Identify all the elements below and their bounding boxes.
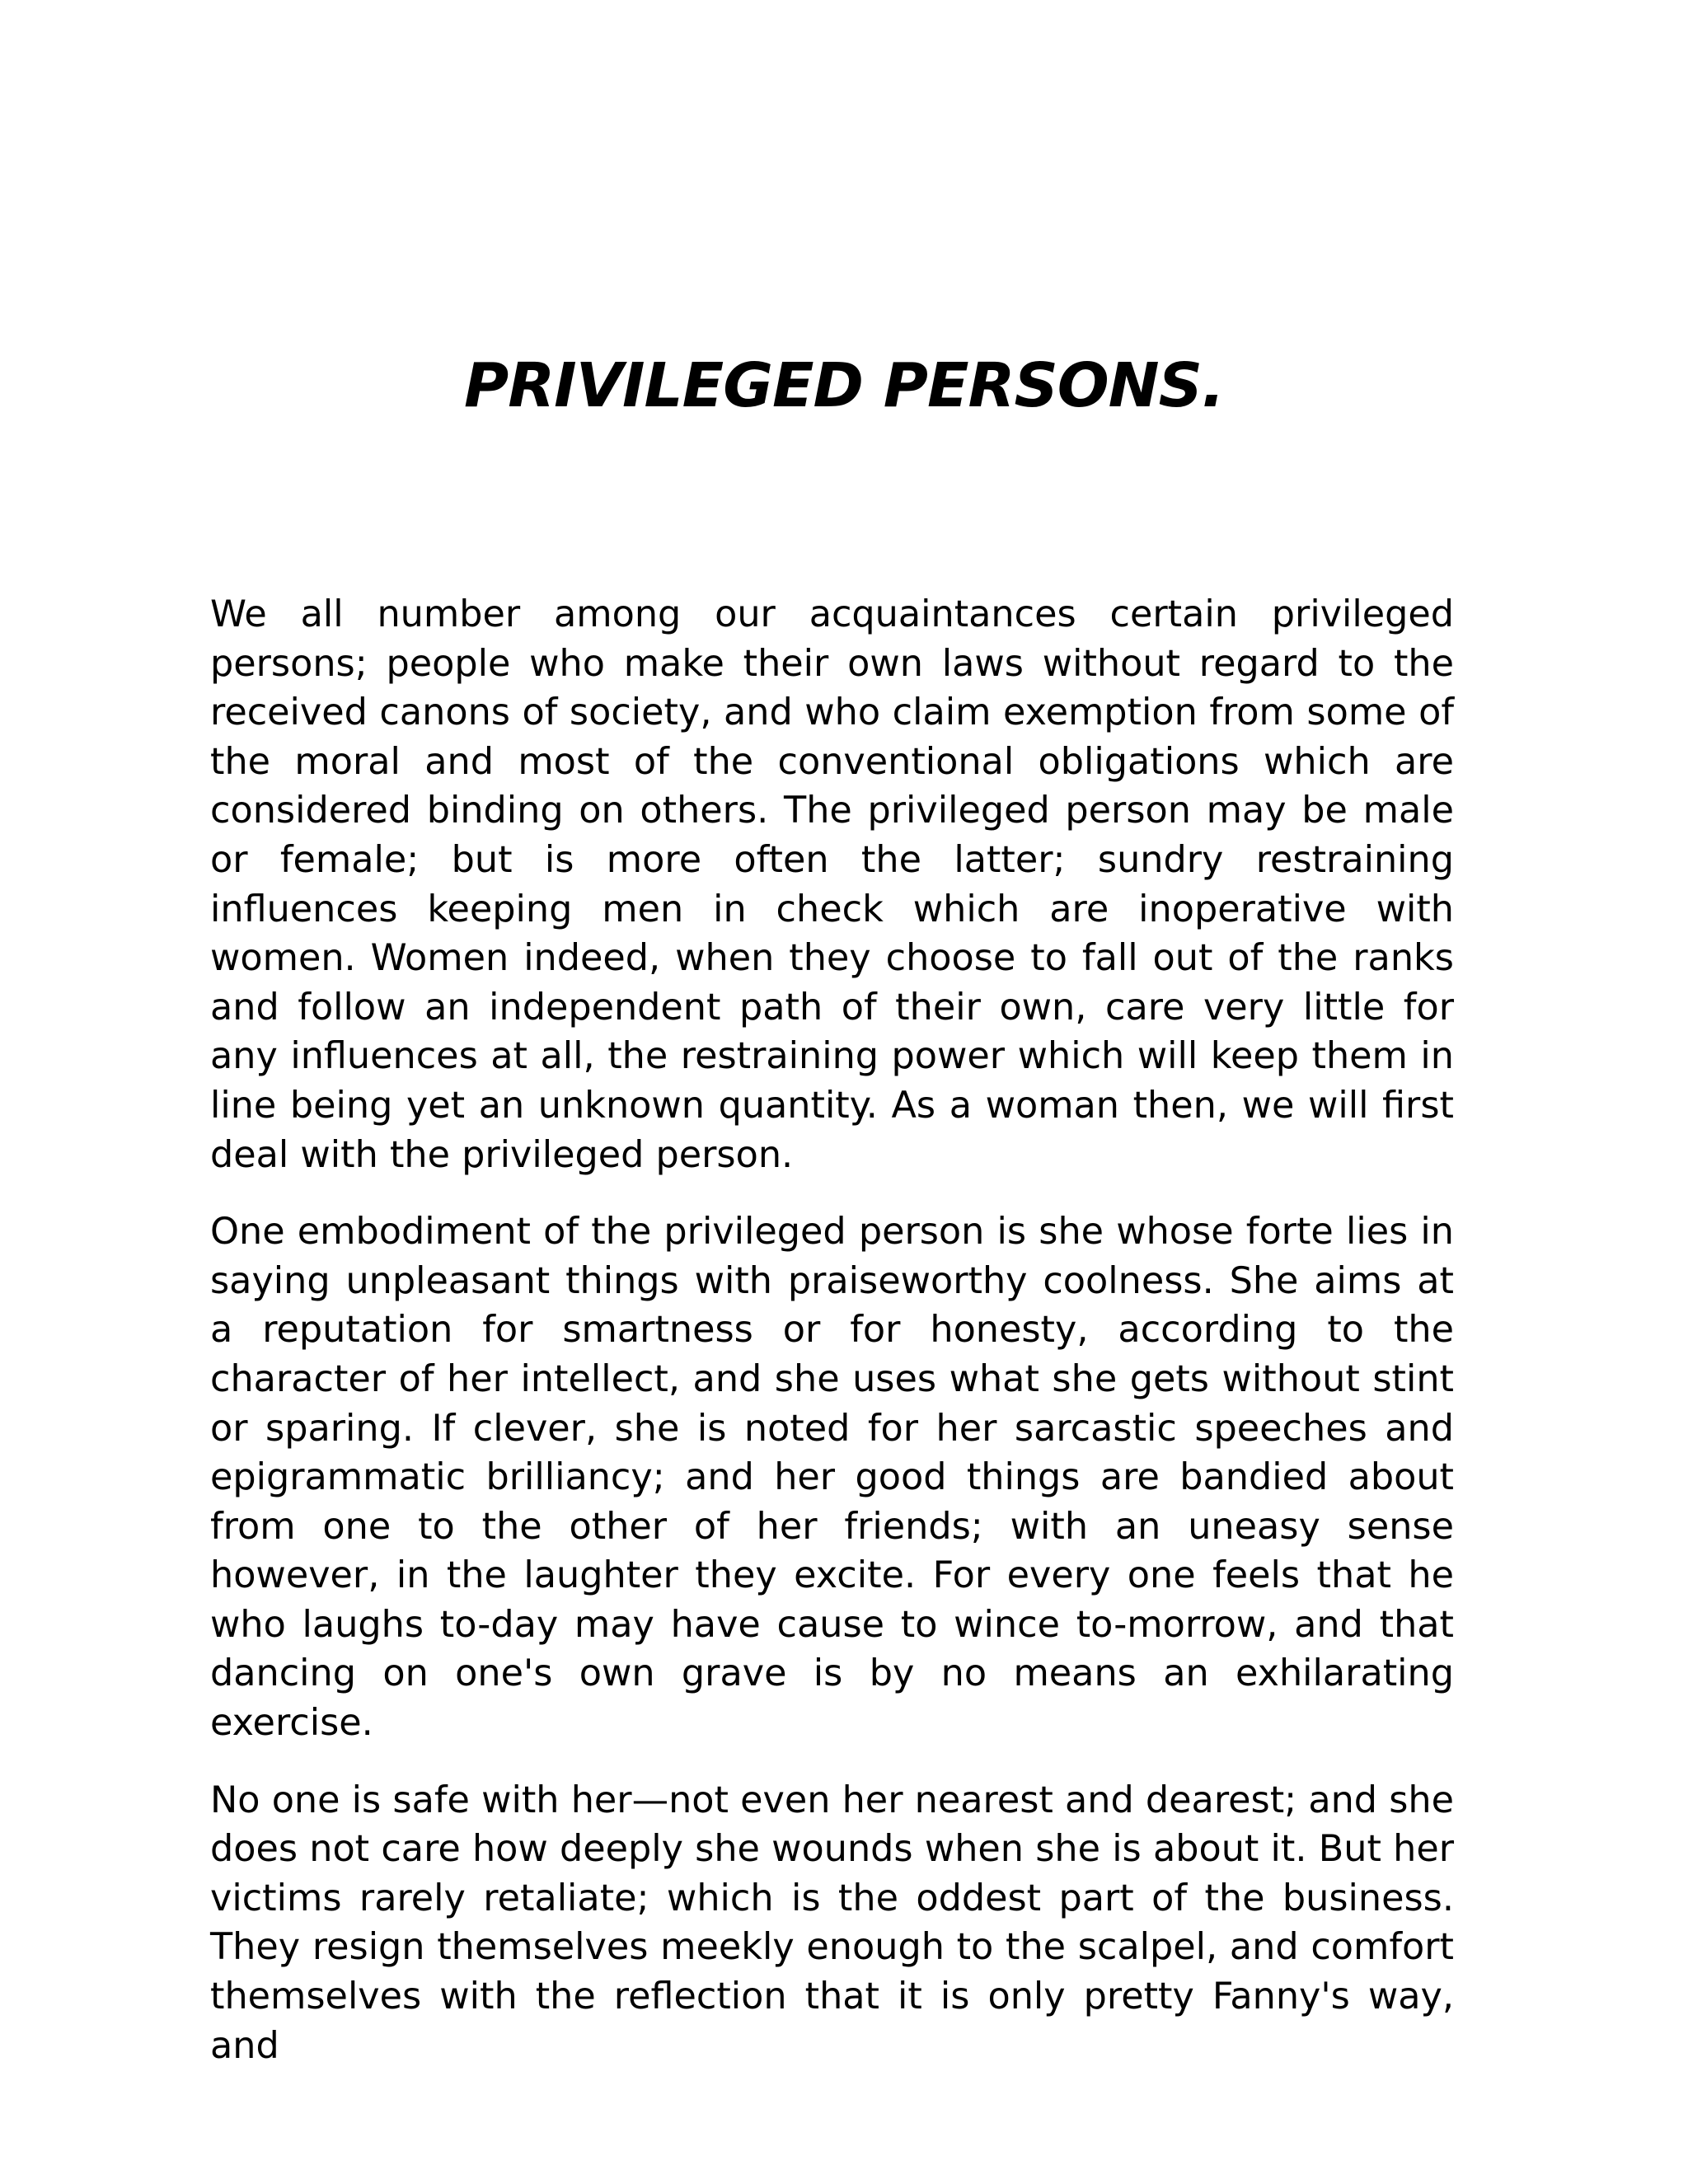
body-text [210, 590, 1454, 2098]
page-title: PRIVILEGED PERSONS. [463, 350, 1225, 421]
paragraph-1: We all number among our acquaintances certain privileged persons; people who make their own laws without regard to the received canons of society, and who claim exemption from some of the moral and most of the conventional obligations which are considered binding on others. The privileged person may be male or female; but is more often the latter; sundry restraining influences keeping men in check which are inoperative with women. Women indeed, when they choose to fall out of the ranks and follow an independent path of their own, care very little for any influences at all, the restraining power which will keep them in line being yet an unknown quantity. As a woman then, we will first deal with the privileged person. [210, 593, 1454, 1176]
paragraph-3: No one is safe with her—not even her nearest and dearest; and she does not care how deeply she wounds when she is about it. But her victims rarely retaliate; which is the oddest part of the business. They resign themselves meekly enough to the scalpel, and comfort themselves with the reflection that it is only pretty Fanny's way, and [210, 1779, 1454, 2067]
paragraph-2: One embodiment of the privileged person is she whose forte lies in saying unpleasant things with praiseworthy coolness. She aims at a reputation for smartness or for honesty, according to the character of her intellect, and she uses what she gets without stint or sparing. If clever, she is noted for her sarcastic speeches and epigrammatic brilliancy; and her good things are bandied about from one to the other of her friends; with an uneasy sense however, in the laughter they excite. For every one feels that he who laughs to-day may have cause to wince to-morrow, and that dancing on one's own grave is by no means an exhilarating exercise. [210, 1211, 1454, 1745]
